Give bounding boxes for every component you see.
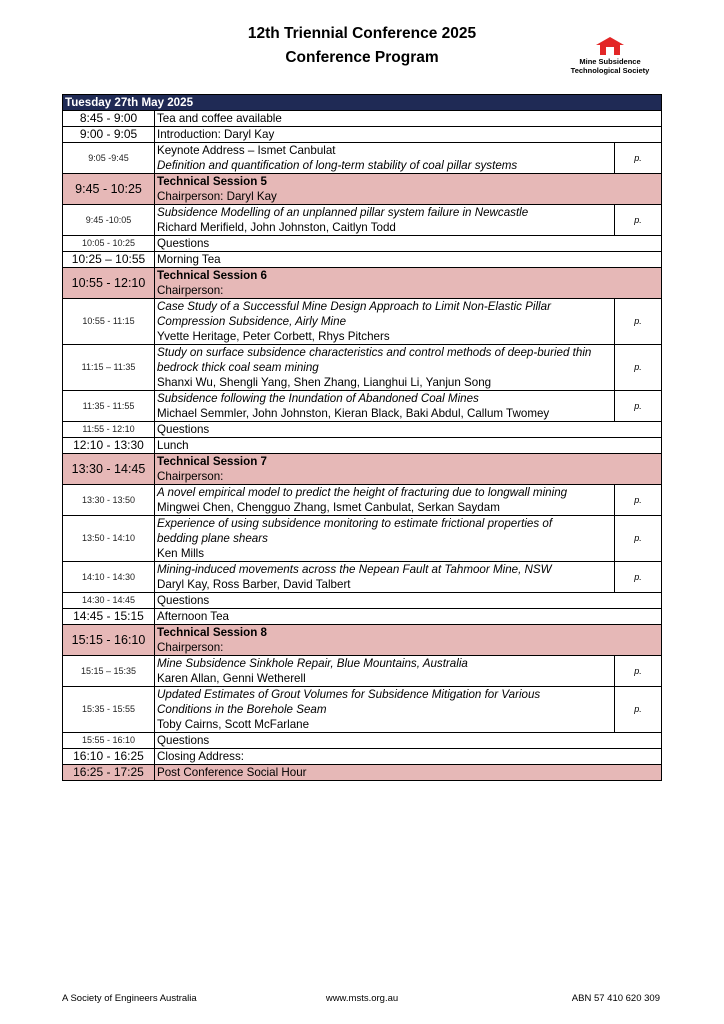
program-row — [63, 236, 662, 252]
paper-authors: Michael Semmler, John Johnston, Kieran Black, Baki Abdul, Callum Twomey — [157, 407, 550, 420]
paper-title: Conditions in the Borehole Seam — [157, 703, 327, 716]
paper-authors: Daryl Kay, Ross Barber, David Talbert — [157, 578, 351, 591]
footer-society: A Society of Engineers Australia — [62, 993, 197, 1004]
session-title: Technical Session 6 — [157, 269, 267, 282]
session-title: Technical Session 7 — [157, 455, 267, 468]
chairperson: Chairperson: Daryl Kay — [157, 190, 277, 203]
paper-authors: Karen Allan, Genni Wetherell — [157, 672, 306, 685]
program-row — [63, 299, 662, 345]
item-line: Lunch — [157, 439, 189, 452]
program-row — [63, 656, 662, 687]
time-cell: 15:15 – 15:35 — [63, 656, 155, 687]
program-row — [63, 143, 662, 174]
page-marker: p. — [615, 656, 662, 687]
item-line: Closing Address: — [157, 750, 244, 763]
house-logo-icon — [595, 36, 625, 56]
item-line: Questions — [157, 237, 210, 250]
item-line: Questions — [157, 423, 210, 436]
logo-line-1: Mine Subsidence — [579, 57, 641, 66]
program-row — [63, 733, 662, 749]
page-marker: p. — [615, 687, 662, 733]
program-row — [63, 749, 662, 765]
paper-title: bedrock thick coal seam mining — [157, 361, 319, 374]
time-cell: 10:05 - 10:25 — [63, 236, 155, 252]
time-cell: 13:30 - 13:50 — [63, 485, 155, 516]
day-header: Tuesday 27th May 2025 — [63, 95, 662, 111]
page-marker: p. — [615, 205, 662, 236]
time-cell: 15:55 - 16:10 — [63, 733, 155, 749]
item-cell — [155, 687, 615, 733]
paper-title: Subsidence Modelling of an unplanned pillar system failure in Newcastle — [157, 206, 529, 219]
item-cell — [155, 111, 662, 127]
item-cell — [155, 252, 662, 268]
paper-authors: Shanxi Wu, Shengli Yang, Shen Zhang, Lianghui Li, Yanjun Song — [157, 376, 492, 389]
session-row — [63, 174, 662, 205]
footer-website: www.msts.org.au — [325, 993, 399, 1004]
time-cell: 8:45 - 9:00 — [63, 111, 155, 127]
page-marker: p. — [615, 516, 662, 562]
time-cell: 14:45 - 15:15 — [63, 609, 155, 625]
program-row — [63, 609, 662, 625]
time-cell: 9:00 - 9:05 — [63, 127, 155, 143]
item-cell — [155, 749, 662, 765]
item-cell — [155, 765, 662, 781]
paper-authors: Toby Cairns, Scott McFarlane — [157, 718, 310, 731]
logo-line-2: Technological Society — [570, 66, 650, 75]
logo-text — [556, 57, 664, 75]
time-cell: 14:30 - 14:45 — [63, 593, 155, 609]
time-cell: 14:10 - 14:30 — [63, 562, 155, 593]
item-cell — [155, 562, 615, 593]
session-title: Technical Session 5 — [157, 175, 267, 188]
item-line: Afternoon Tea — [157, 610, 229, 623]
session-row — [63, 625, 662, 656]
session-title: Technical Session 8 — [157, 626, 267, 639]
program-row — [63, 391, 662, 422]
time-cell: 10:55 - 11:15 — [63, 299, 155, 345]
social-row — [63, 765, 662, 781]
paper-authors: Ken Mills — [157, 547, 205, 560]
program-row — [63, 687, 662, 733]
item-line: Introduction: Daryl Kay — [157, 128, 275, 141]
item-cell — [155, 268, 662, 299]
session-row — [63, 268, 662, 299]
time-cell: 15:35 - 15:55 — [63, 687, 155, 733]
item-cell — [155, 485, 615, 516]
paper-title: Mining-induced movements across the Nepean Fault at Tahmoor Mine, NSW — [157, 563, 552, 576]
paper-authors: Yvette Heritage, Peter Corbett, Rhys Pitchers — [157, 330, 390, 343]
item-cell — [155, 422, 662, 438]
program-row — [63, 422, 662, 438]
chairperson: Chairperson: — [157, 284, 224, 297]
title-line-1: 12th Triennial Conference 2025 — [247, 25, 477, 42]
time-cell: 16:10 - 16:25 — [63, 749, 155, 765]
time-cell: 12:10 - 13:30 — [63, 438, 155, 454]
item-line: Tea and coffee available — [157, 112, 282, 125]
item-cell — [155, 299, 615, 345]
paper-authors: Mingwei Chen, Chengguo Zhang, Ismet Canbulat, Serkan Saydam — [157, 501, 500, 514]
item-cell — [155, 236, 662, 252]
time-cell: 16:25 - 17:25 — [63, 765, 155, 781]
time-cell: 13:30 - 14:45 — [63, 454, 155, 485]
time-cell: 9:45 - 10:25 — [63, 174, 155, 205]
time-cell: 15:15 - 16:10 — [63, 625, 155, 656]
item-cell — [155, 438, 662, 454]
paper-title: Study on surface subsidence characteristics and control methods of deep-buried thin — [157, 346, 592, 359]
time-cell: 9:05 -9:45 — [63, 143, 155, 174]
item-line: Morning Tea — [157, 253, 221, 266]
society-logo — [556, 36, 664, 75]
item-cell — [155, 174, 662, 205]
page-marker: p. — [615, 485, 662, 516]
item-line: Keynote Address – Ismet Canbulat — [157, 144, 336, 157]
chairperson: Chairperson: — [157, 470, 224, 483]
item-cell — [155, 391, 615, 422]
title-line-2: Conference Program — [285, 49, 439, 66]
item-cell — [155, 143, 615, 174]
paper-title: Subsidence following the Inundation of Abandoned Coal Mines — [157, 392, 479, 405]
program-row — [63, 205, 662, 236]
time-cell: 10:25 – 10:55 — [63, 252, 155, 268]
item-cell — [155, 609, 662, 625]
program-row — [63, 438, 662, 454]
paper-title: Case Study of a Successful Mine Design Approach to Limit Non-Elastic Pillar — [157, 300, 551, 313]
item-cell — [155, 733, 662, 749]
paper-title: Updated Estimates of Grout Volumes for Subsidence Mitigation for Various — [157, 688, 541, 701]
footer-abn: ABN 57 410 620 309 — [571, 993, 660, 1004]
time-cell: 13:50 - 14:10 — [63, 516, 155, 562]
item-cell — [155, 127, 662, 143]
time-cell: 11:55 - 12:10 — [63, 422, 155, 438]
program-row — [63, 252, 662, 268]
time-cell: 11:35 - 11:55 — [63, 391, 155, 422]
program-row — [63, 345, 662, 391]
item-cell — [155, 454, 662, 485]
program-row — [63, 593, 662, 609]
page-marker: p. — [615, 391, 662, 422]
chairperson: Chairperson: — [157, 641, 224, 654]
program-row — [63, 516, 662, 562]
item-line: Questions — [157, 734, 210, 747]
time-cell: 10:55 - 12:10 — [63, 268, 155, 299]
page-marker: p. — [615, 345, 662, 391]
page-marker: p. — [615, 299, 662, 345]
time-cell: 9:45 -10:05 — [63, 205, 155, 236]
paper-title: bedding plane shears — [157, 532, 268, 545]
day-header-row — [63, 95, 662, 111]
item-cell — [155, 345, 615, 391]
item-cell — [155, 516, 615, 562]
paper-title: Definition and quantification of long-term stability of coal pillar systems — [157, 159, 518, 172]
program-row — [63, 485, 662, 516]
item-cell — [155, 593, 662, 609]
program-row — [63, 562, 662, 593]
page-marker: p. — [615, 562, 662, 593]
item-line: Post Conference Social Hour — [157, 766, 307, 779]
item-cell — [155, 205, 615, 236]
program-row — [63, 127, 662, 143]
program-table — [62, 94, 662, 781]
page-marker: p. — [615, 143, 662, 174]
item-line: Questions — [157, 594, 210, 607]
item-cell — [155, 656, 615, 687]
time-cell: 11:15 – 11:35 — [63, 345, 155, 391]
session-row — [63, 454, 662, 485]
paper-title: Experience of using subsidence monitoring to estimate frictional properties of — [157, 517, 553, 530]
paper-authors: Richard Merifield, John Johnston, Caitlyn Todd — [157, 221, 396, 234]
paper-title: Compression Subsidence, Airly Mine — [157, 315, 347, 328]
paper-title: Mine Subsidence Sinkhole Repair, Blue Mountains, Australia — [157, 657, 468, 670]
item-cell — [155, 625, 662, 656]
program-row — [63, 111, 662, 127]
paper-title: A novel empirical model to predict the height of fracturing due to longwall mining — [157, 486, 568, 499]
